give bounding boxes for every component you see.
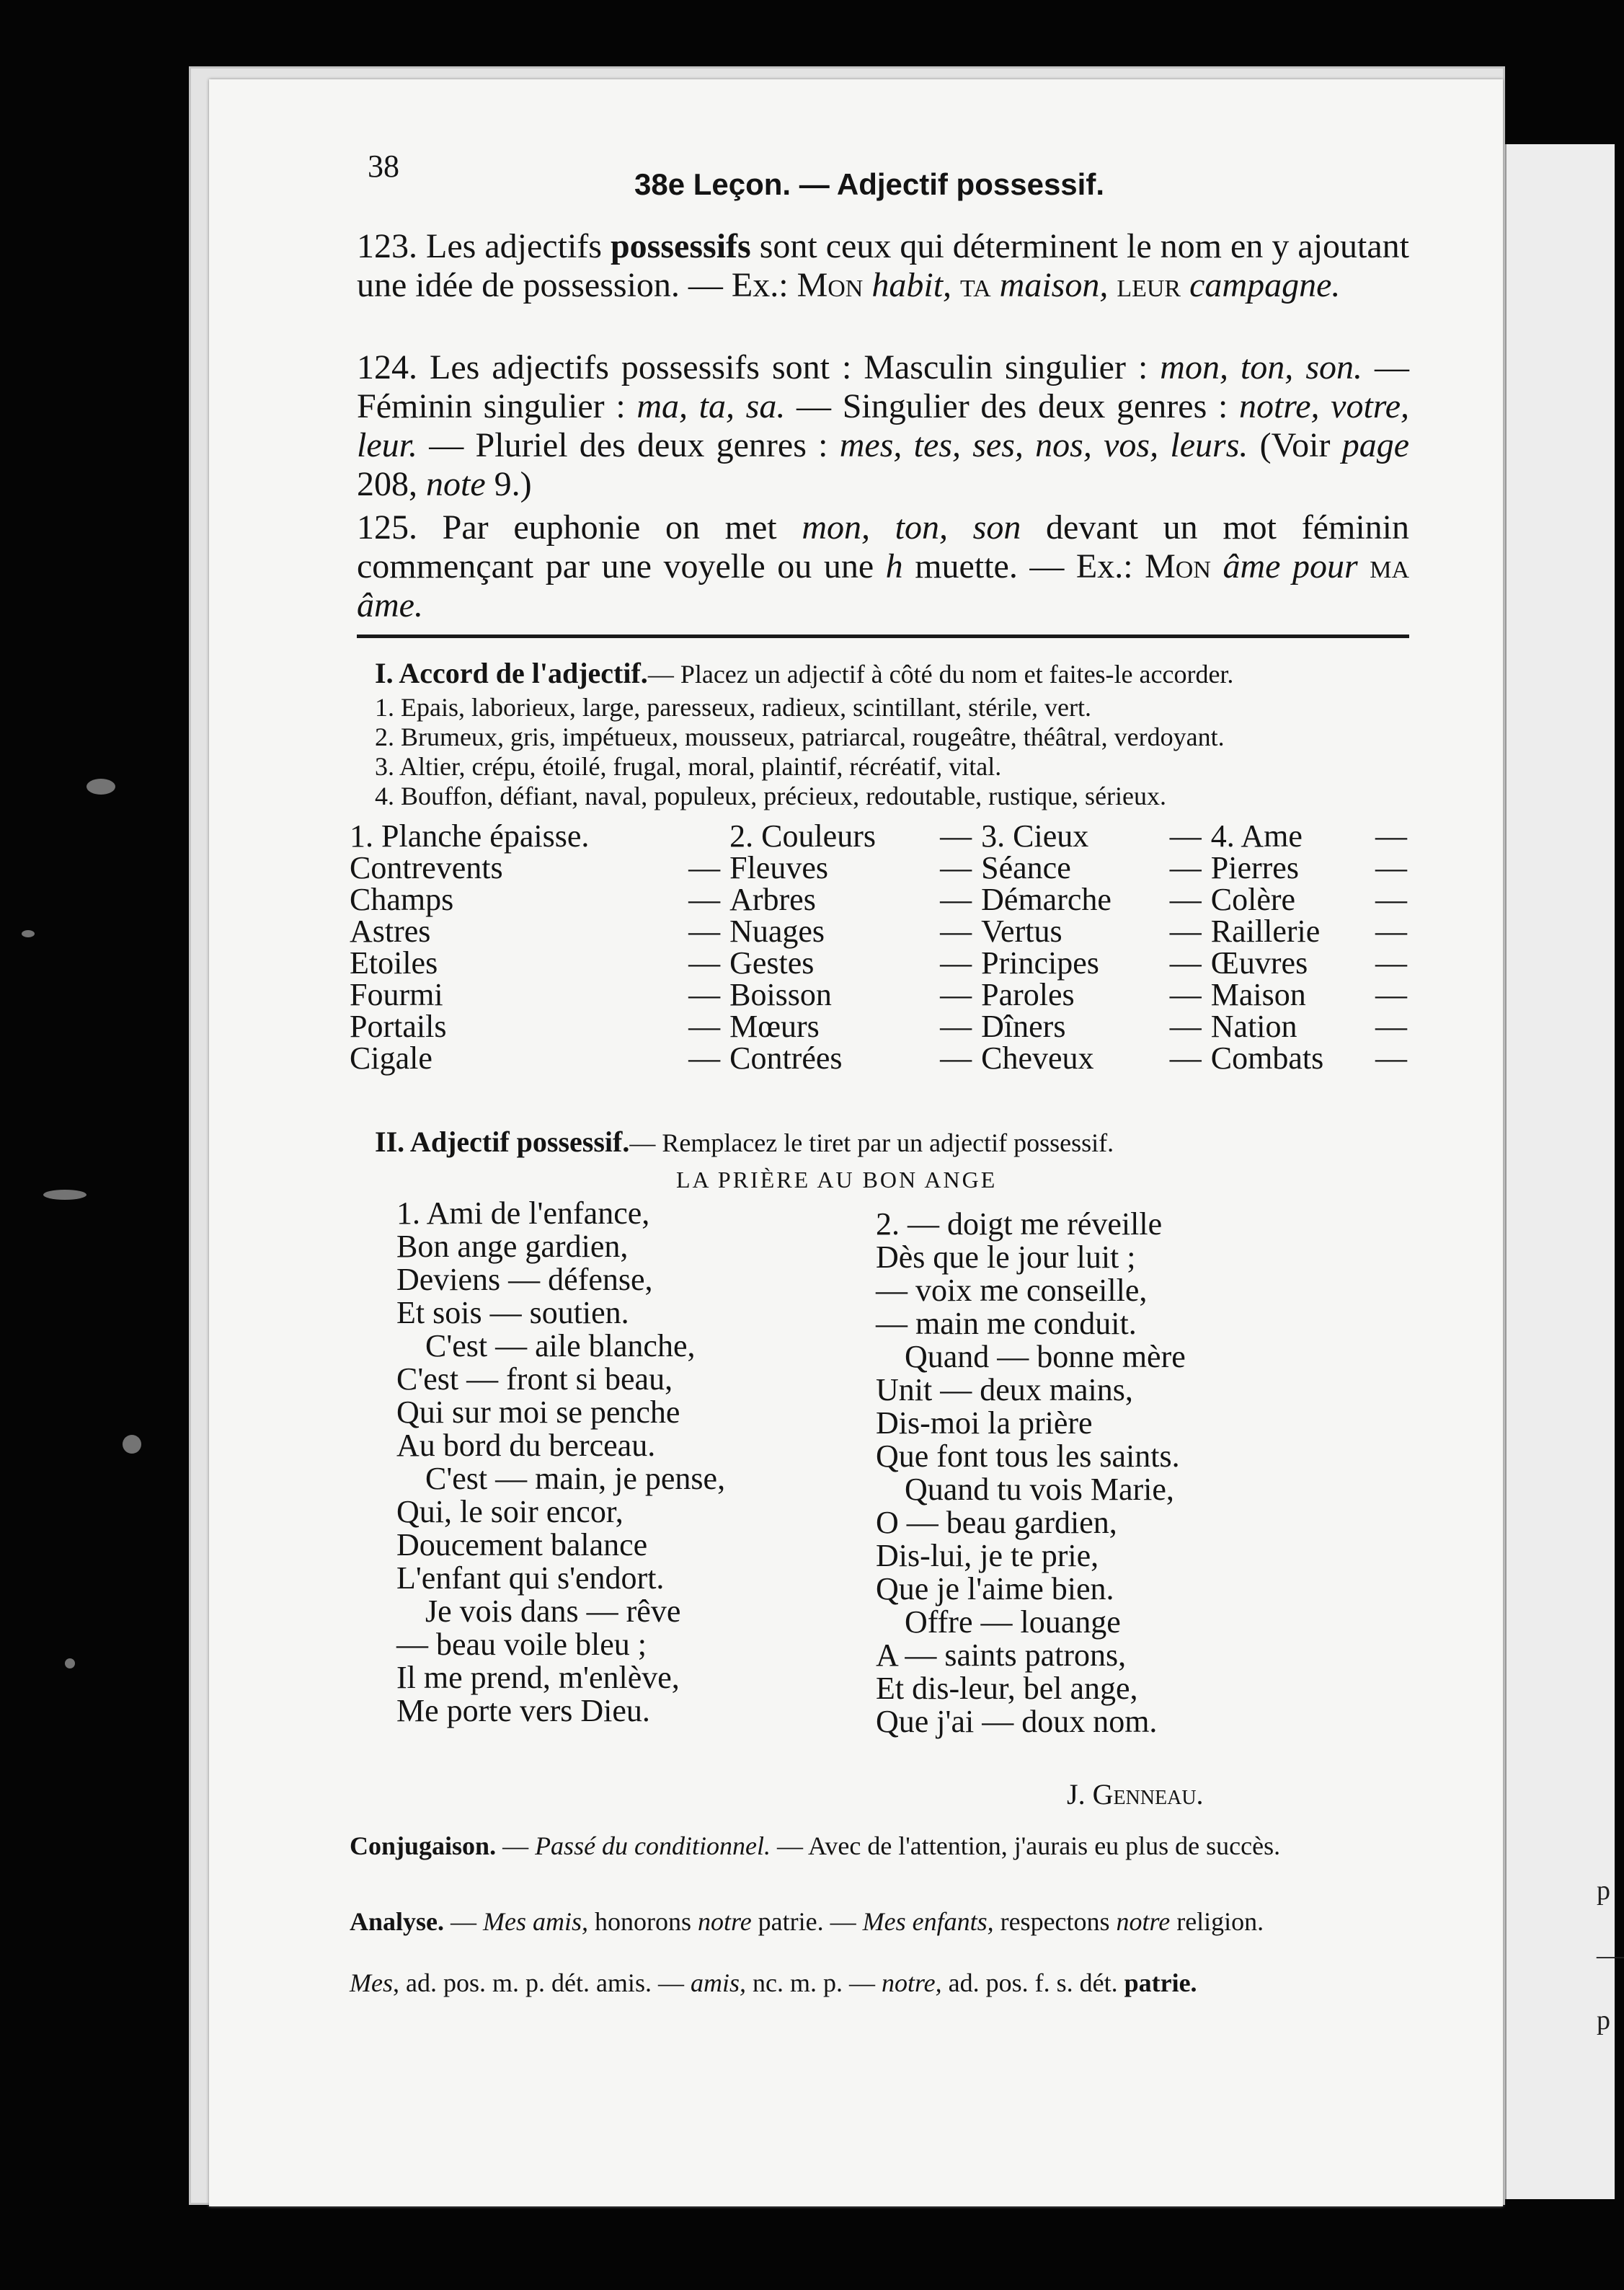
book-page — [209, 79, 1503, 2206]
blank-dash: — — [1169, 1009, 1202, 1044]
noun-cell: Combats — [1210, 1040, 1324, 1076]
noun-grid — [350, 818, 1416, 1076]
noun-cell: Mœurs — [729, 1009, 820, 1044]
poem-line: Me porte vers Dieu. — [396, 1693, 650, 1728]
analysis-example: Mes, ad. pos. m. p. dét. amis. — amis, nc. m. p. — notre, ad. pos. f. s. dét. patrie. — [350, 1968, 1197, 1997]
noun-cell: 4. Ame — [1210, 818, 1303, 854]
blank-dash: — — [940, 818, 972, 854]
noun-cell: Maison — [1210, 977, 1306, 1012]
noun-cell: Gestes — [729, 945, 815, 981]
blank-dash: — — [940, 1040, 972, 1076]
noun-cell: Démarche — [981, 882, 1111, 917]
page-number: 38 — [368, 149, 399, 184]
blank-dash: — — [940, 914, 972, 949]
blank-dash: — — [1169, 882, 1202, 917]
blank-dash: — — [1169, 914, 1202, 949]
poem-line: Unit — deux mains, — [876, 1372, 1133, 1407]
poem-line: O — beau gardien, — [876, 1505, 1117, 1540]
exercise-1-item: 1. Epais, laborieux, large, paresseux, radieux, scintillant, stérile, vert. — [375, 693, 1092, 722]
blank-dash: — — [940, 850, 972, 885]
exercise-1-item: 3. Altier, crépu, étoilé, frugal, moral, plaintif, récréatif, vital. — [375, 752, 1002, 781]
poem-right-column — [876, 1208, 1186, 1738]
noun-cell: 3. Cieux — [981, 818, 1089, 854]
poem-line: Qui, le soir encor, — [396, 1494, 624, 1529]
poem-line: Dis-moi la prière — [876, 1405, 1093, 1441]
blank-dash: — — [940, 1009, 972, 1044]
poem-line: Il me prend, m'enlève, — [396, 1660, 680, 1695]
noun-cell: Cheveux — [981, 1040, 1094, 1076]
blank-dash: — — [940, 945, 972, 981]
conjugation-exercise: Conjugaison. — Passé du conditionnel. — Avec de l'attention, j'aurais eu plus de succès. — [350, 1831, 1281, 1860]
poem-line: — beau voile bleu ; — [396, 1627, 647, 1662]
noun-grid-row — [350, 821, 1416, 852]
noun-cell: 2. Couleurs — [729, 818, 876, 854]
blank-dash: — — [1375, 1040, 1407, 1076]
poem-line: Deviens — défense, — [396, 1262, 653, 1297]
noun-cell: Etoiles — [350, 945, 438, 981]
page-title: 38e Leçon. — Adjectif possessif. — [634, 167, 1104, 201]
rule-123: 123. Les adjectifs possessifs sont ceux qui déterminent le nom en y ajoutant une idée de possession. — Ex.: Mon habit, ta maison, leur campagne. — [357, 227, 1409, 304]
facing-page-fragment: p — [1597, 2005, 1610, 2035]
poem-line: 2. — doigt me réveille — [876, 1206, 1163, 1242]
blank-dash: — — [1375, 1009, 1407, 1044]
scan-speck — [22, 930, 35, 937]
blank-dash: — — [1169, 850, 1202, 885]
noun-cell: Principes — [981, 945, 1099, 981]
noun-grid-row — [350, 884, 1416, 916]
poem-line: A — saints patrons, — [876, 1637, 1127, 1673]
blank-dash: — — [688, 882, 721, 917]
poem-line: Et dis-leur, bel ange, — [876, 1671, 1138, 1706]
analysis-exercise: Analyse. — Mes amis, honorons notre patrie. — Mes enfants, respectons notre religion. — [350, 1907, 1264, 1936]
noun-cell: Colère — [1210, 882, 1296, 917]
blank-dash: — — [1169, 818, 1202, 854]
blank-dash: — — [688, 1009, 721, 1044]
facing-page — [1503, 144, 1624, 2199]
poem-line: — main me conduit. — [876, 1306, 1137, 1341]
poem-line: Offre — louange — [905, 1604, 1121, 1640]
noun-grid-row — [350, 916, 1416, 947]
exercise-2-heading: II. Adjectif possessif.— Remplacez le tiret par un adjectif possessif. — [375, 1126, 1114, 1158]
rule-124: 124. Les adjectifs possessifs sont : Masculin singulier : mon, ton, son. — Féminin singulier : ma, ta, sa. — Singulier des deux genres : notre, votre, leur. — Pluriel des deux genres : mes, tes, ses, nos, vos, leurs. (Voir page 208, note 9.) — [357, 348, 1410, 503]
noun-grid-row — [350, 947, 1416, 979]
poem-line: — voix me conseille, — [876, 1273, 1148, 1308]
rule-125: 125. Par euphonie on met mon, ton, son devant un mot féminin commençant par une voyelle ou une h muette. — Ex.: Mon âme pour ma âme. — [357, 508, 1410, 624]
noun-cell: Dîners — [981, 1009, 1066, 1044]
blank-dash: — — [1169, 977, 1202, 1012]
scan-speck — [43, 1190, 86, 1200]
noun-cell: 1. Planche épaisse. — [350, 818, 590, 854]
noun-cell: Arbres — [729, 882, 816, 917]
poem-title: LA PRIÈRE AU BON ANGE — [676, 1167, 998, 1193]
noun-cell: Nation — [1210, 1009, 1297, 1044]
scan-speck — [86, 779, 115, 795]
noun-cell: Contrées — [729, 1040, 843, 1076]
exercise-1-heading: I. Accord de l'adjectif.— Placez un adjectif à côté du nom et faites-le accorder. — [375, 657, 1234, 689]
noun-table — [350, 818, 1416, 1076]
facing-page-fragment: p — [1597, 1875, 1610, 1906]
noun-cell: Nuages — [729, 914, 825, 949]
poem-line: L'enfant qui s'endort. — [396, 1560, 665, 1596]
blank-dash: — — [940, 977, 972, 1012]
blank-dash: — — [1375, 977, 1407, 1012]
exercise-1-item: 2. Brumeux, gris, impétueux, mousseux, patriarcal, rougeâtre, théâtral, verdoyant. — [375, 722, 1225, 751]
facing-page-fragment: — — [1597, 1940, 1624, 1971]
noun-grid-row — [350, 1011, 1416, 1043]
noun-cell: Cigale — [350, 1040, 432, 1076]
exercise-1-item: 4. Bouffon, défiant, naval, populeux, précieux, redoutable, rustique, sérieux. — [375, 782, 1167, 810]
noun-grid-row — [350, 979, 1416, 1011]
blank-dash: — — [688, 914, 721, 949]
noun-cell: Boisson — [729, 977, 832, 1012]
noun-cell: Contrevents — [350, 850, 503, 885]
noun-cell: Vertus — [981, 914, 1062, 949]
blank-dash: — — [1375, 945, 1407, 981]
poem-line: Et sois — soutien. — [396, 1295, 629, 1330]
blank-dash — [679, 821, 729, 852]
blank-dash: — — [688, 977, 721, 1012]
blank-dash: — — [1375, 882, 1407, 917]
noun-grid-row — [350, 852, 1416, 884]
blank-dash: — — [1375, 914, 1407, 949]
noun-cell: Astres — [350, 914, 431, 949]
blank-dash: — — [688, 850, 721, 885]
section-divider — [357, 635, 1409, 638]
poem-line: Dis-lui, je te prie, — [876, 1538, 1099, 1573]
poem-left-column — [396, 1197, 725, 1728]
poem-line: Que j'ai — doux nom. — [876, 1704, 1158, 1739]
blank-dash: — — [688, 1040, 721, 1076]
blank-dash: — — [1375, 818, 1407, 854]
poem-line: C'est — main, je pense, — [425, 1461, 726, 1496]
poem-line: C'est — aile blanche, — [425, 1328, 696, 1363]
noun-cell: Raillerie — [1210, 914, 1321, 949]
poem-line: Au bord du berceau. — [396, 1428, 656, 1463]
blank-dash: — — [940, 882, 972, 917]
poem-line: Quand — bonne mère — [905, 1339, 1186, 1374]
noun-cell: Portails — [350, 1009, 447, 1044]
poem-author: J. Genneau. — [1067, 1778, 1204, 1811]
poem-line: 1. Ami de l'enfance, — [396, 1195, 650, 1231]
poem-line: Bon ange gardien, — [396, 1229, 629, 1264]
poem-line: Que je l'aime bien. — [876, 1571, 1114, 1606]
blank-dash: — — [1169, 1040, 1202, 1076]
noun-cell: Pierres — [1210, 850, 1299, 885]
noun-cell: Œuvres — [1210, 945, 1308, 981]
poem-line: Dès que le jour luit ; — [876, 1239, 1136, 1275]
poem-line: Je vois dans — rêve — [425, 1593, 681, 1629]
noun-cell: Séance — [981, 850, 1071, 885]
poem-line: Qui sur moi se penche — [396, 1394, 680, 1430]
noun-cell: Fleuves — [729, 850, 828, 885]
scan-speck — [123, 1435, 141, 1454]
noun-grid-row — [350, 1043, 1416, 1074]
noun-cell: Paroles — [981, 977, 1075, 1012]
blank-dash: — — [1169, 945, 1202, 981]
noun-cell: Champs — [350, 882, 454, 917]
noun-cell: Fourmi — [350, 977, 443, 1012]
poem-line: Quand tu vois Marie, — [905, 1472, 1174, 1507]
blank-dash: — — [1375, 850, 1407, 885]
scan-speck — [65, 1658, 75, 1668]
poem-line: Doucement balance — [396, 1527, 648, 1562]
blank-dash: — — [688, 945, 721, 981]
poem-line: Que font tous les saints. — [876, 1438, 1180, 1474]
poem-line: C'est — front si beau, — [396, 1361, 673, 1397]
